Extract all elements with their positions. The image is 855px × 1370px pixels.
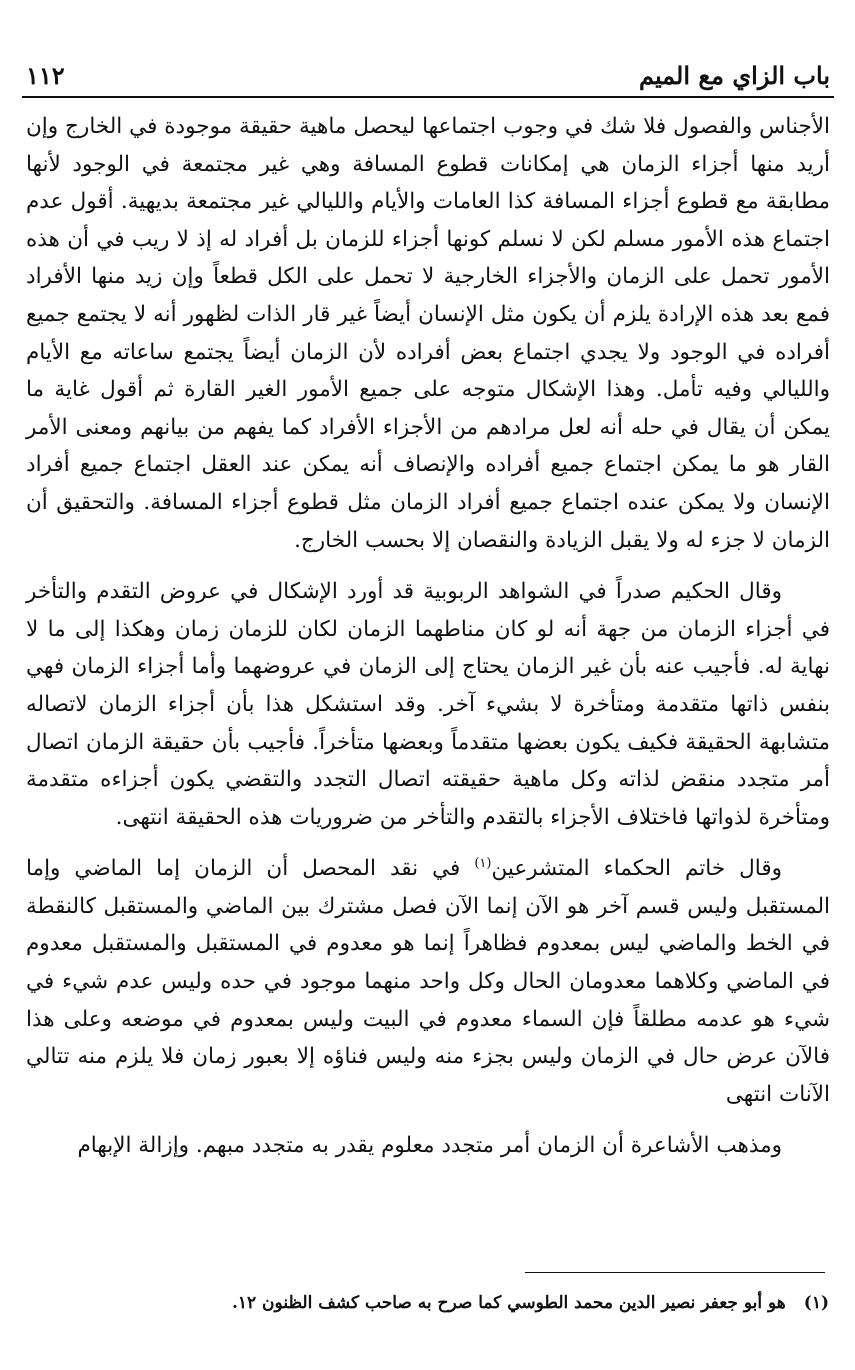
footnote-number: (١) [803, 1293, 829, 1313]
paragraph-2: وقال الحكيم صدراً في الشواهد الربوبية قد أورد الإشكال في عروض التقدم والتأخر في أجزاء الزمان من جهة أنه لو كان مناطهما الزمان لكان للزمان زمان وهكذا إلى ما لا نهاية له. فأجيب عنه بأن غير الزمان يحتاج إلى الزمان في عروضهما وأما أجزاء الزمان فهي بنفس ذاتها متقدمة ومتأخرة لا بشيء آخر. وقد استشكل هذا بأن أجزاء الزمان لاتصاله متشابهة الحقيقة فكيف يكون بعضها متقدماً وبعضها متأخراً. فأجيب بأن حقيقة الزمان اتصال أمر متجدد منقض لذاته وكل ماهية حقيقته اتصال التجدد والتقضي يكون أجزاءه متقدمة ومتأخرة لذواتها فاختلاف الأجزاء بالتقدم والتأخر من ضروريات هذه الحقيقة انتهى. [26, 579, 830, 830]
chapter-title: باب الزاي مع الميم [638, 61, 830, 90]
paragraph-3-lead: وقال خاتم الحكماء المتشرعين [491, 856, 782, 882]
header-rule [22, 96, 834, 98]
paragraph-3 [26, 850, 830, 1113]
paragraph-4: ومذهب الأشاعرة أن الزمان أمر متجدد معلوم يقدر به متجدد مبهم. وإزالة الإبهام [77, 1133, 782, 1159]
footnote-text: هو أبو جعفر نصير الدين محمد الطوسي كما صرح به صاحب كشف الظنون ١٢. [231, 1293, 786, 1313]
paragraph-1: الأجناس والفصول فلا شك في وجوب اجتماعها ليحصل ماهية حقيقة موجودة في الخارج وإن أريد منها أجزاء الزمان هي إمكانات قطوع المسافة وهي غير مجتمعة في الوجود لأنها مطابقة مع قطوع أجزاء المسافة كذا العامات والأيام والليالي غير مجتمعة بديهية. أقول عدم اجتماع هذه الأمور مسلم لكن لا نسلم كونها أجزاء للزمان بل أفراد له إذ لا ريب في أن هذه الأمور تحمل على الزمان والأجزاء الخارجية لا تحمل على الكل قطعاً وإن زيد منها الأفراد فمع بعد هذه الإرادة يلزم أن يكون مثل الإنسان أيضاً غير قار الذات لظهور أنه لا يجتمع جميع أفراده في الوجود ولا يجدي اجتماع بعض أفراده لأن الزمان أيضاً يجتمع ساعاته مع الأيام والليالي وفيه تأمل. وهذا الإشكال متوجه على جميع الأمور الغير القارة ثم أقول غاية ما يمكن أن يقال في حله أنه لعل مرادهم من الأجزاء الأفراد كما يفهم من بيانهم ومعنى الأمر القار هو ما يمكن اجتماع جميع أفراده والإنصاف أنه يمكن عند العقل اجتماع جميع أفراد الإنسان ولا يمكن عنده اجتماع جميع أفراد الزمان مثل قطوع أجزاء المسافة. والتحقيق أن الزمان لا جزء له ولا يقبل الزيادة والنقصان إلا بحسب الخارج. [26, 114, 830, 553]
footnote-reference[interactable]: (١) [474, 856, 492, 872]
paragraph-3-rest: في نقد المحصل أن الزمان إما الماضي وإما المستقبل وليس قسم آخر هو الآن إنما الآن فصل مشترك بين الماضي والمستقبل كالنقطة في الخط والماضي ليس بمعدوم فظاهراً إنما هو معدوم في المستقبل والمستقبل معدوم في الماضي وكلاهما معدومان الحال وكل واحد منهما موجود في حده وليس عدم شيء في شيء هو عدمه مطلقاً فإن السماء معدوم في البيت وليس بمعدوم في موضعه وعلى هذا فالآن عرض حال في الزمان وليس بجزء منه وليس فناؤه إلا بعبور زمان فلا يلزم منه تتالي الآنات انتهى [26, 856, 830, 1107]
footnote [40, 1290, 829, 1316]
body-text [22, 108, 834, 1165]
page-number: ١١٢ [26, 61, 65, 90]
footnote-rule [525, 1272, 825, 1273]
page [22, 52, 834, 1165]
running-head [22, 52, 834, 90]
